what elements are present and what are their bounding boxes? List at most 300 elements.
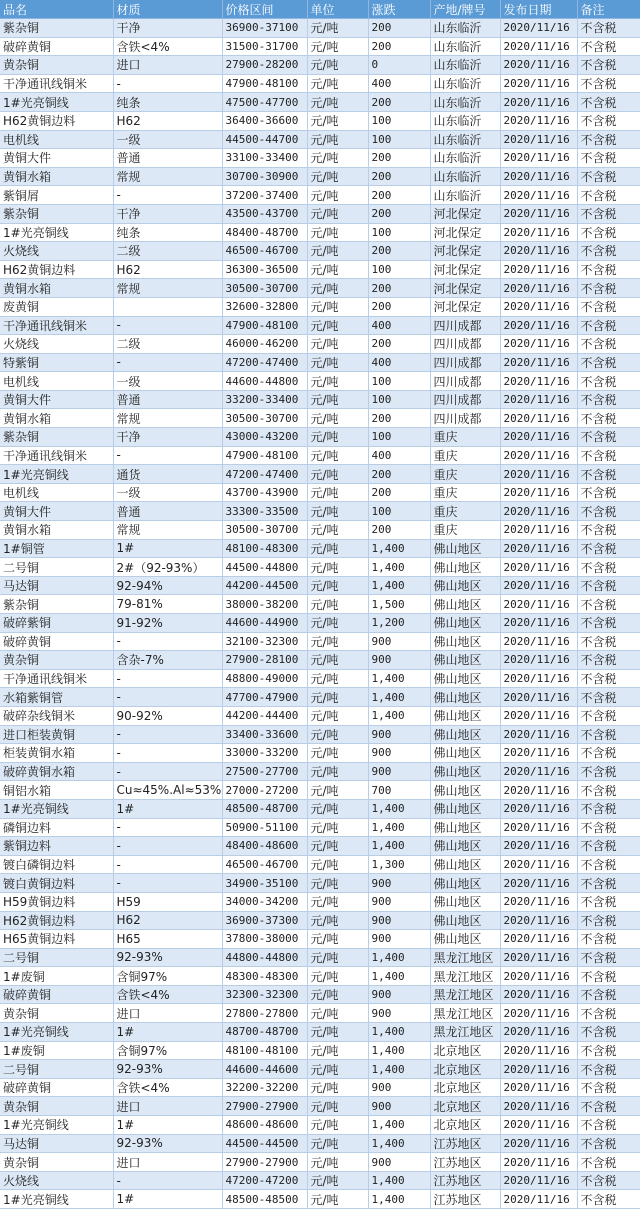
cell-material: - — [113, 855, 222, 874]
cell-note: 不含税 — [577, 409, 640, 428]
cell-material: 92-93% — [113, 1134, 222, 1153]
cell-unit: 元/吨 — [307, 744, 368, 763]
cell-note: 不含税 — [577, 632, 640, 651]
cell-origin: 山东临沂 — [430, 93, 500, 112]
cell-note: 不含税 — [577, 614, 640, 633]
cell-note: 不含税 — [577, 446, 640, 465]
cell-note: 不含税 — [577, 837, 640, 856]
cell-material: 进口 — [113, 56, 222, 75]
cell-price-range: 43000-43200 — [222, 428, 307, 447]
cell-publish-date: 2020/11/16 — [500, 521, 577, 540]
table-row — [0, 1041, 640, 1060]
table-row — [0, 706, 640, 725]
cell-change: 100 — [368, 260, 430, 279]
cell-unit: 元/吨 — [307, 56, 368, 75]
cell-note: 不含税 — [577, 1097, 640, 1116]
cell-publish-date: 2020/11/16 — [500, 465, 577, 484]
cell-note: 不含税 — [577, 335, 640, 354]
cell-publish-date: 2020/11/16 — [500, 632, 577, 651]
cell-change: 1,400 — [368, 558, 430, 577]
cell-publish-date: 2020/11/16 — [500, 37, 577, 56]
cell-material: - — [113, 74, 222, 93]
cell-change: 900 — [368, 1078, 430, 1097]
cell-origin: 重庆 — [430, 446, 500, 465]
cell-unit: 元/吨 — [307, 1023, 368, 1042]
cell-note: 不含税 — [577, 799, 640, 818]
table-row — [0, 130, 640, 149]
cell-change: 100 — [368, 428, 430, 447]
cell-change: 1,400 — [368, 1060, 430, 1079]
cell-material: - — [113, 818, 222, 837]
table-row — [0, 204, 640, 223]
cell-note: 不含税 — [577, 19, 640, 38]
cell-unit: 元/吨 — [307, 967, 368, 986]
cell-change: 1,400 — [368, 1023, 430, 1042]
cell-material: 干净 — [113, 19, 222, 38]
cell-note: 不含税 — [577, 74, 640, 93]
cell-price-range: 36300-36500 — [222, 260, 307, 279]
table-row — [0, 483, 640, 502]
cell-material: 常规 — [113, 521, 222, 540]
cell-origin: 山东临沂 — [430, 56, 500, 75]
cell-material: 常规 — [113, 409, 222, 428]
cell-product-name: 紫杂铜 — [0, 428, 113, 447]
cell-origin: 重庆 — [430, 521, 500, 540]
cell-publish-date: 2020/11/16 — [500, 967, 577, 986]
cell-price-range: 27900-28100 — [222, 651, 307, 670]
cell-change: 700 — [368, 781, 430, 800]
cell-change: 900 — [368, 1097, 430, 1116]
cell-publish-date: 2020/11/16 — [500, 595, 577, 614]
cell-product-name: 电机线 — [0, 130, 113, 149]
cell-price-range: 33400-33600 — [222, 725, 307, 744]
cell-publish-date: 2020/11/16 — [500, 1190, 577, 1209]
cell-unit: 元/吨 — [307, 818, 368, 837]
cell-price-range: 37200-37400 — [222, 186, 307, 205]
cell-unit: 元/吨 — [307, 632, 368, 651]
cell-origin: 河北保定 — [430, 279, 500, 298]
header-product-name: 品名 — [0, 0, 113, 19]
table-row — [0, 465, 640, 484]
cell-product-name: 马达铜 — [0, 576, 113, 595]
cell-product-name: H65黄铜边料 — [0, 930, 113, 949]
cell-publish-date: 2020/11/16 — [500, 1004, 577, 1023]
cell-change: 1,400 — [368, 799, 430, 818]
cell-material: H62 — [113, 911, 222, 930]
cell-unit: 元/吨 — [307, 762, 368, 781]
cell-publish-date: 2020/11/16 — [500, 316, 577, 335]
cell-change: 1,400 — [368, 1116, 430, 1135]
cell-publish-date: 2020/11/16 — [500, 1041, 577, 1060]
cell-unit: 元/吨 — [307, 446, 368, 465]
cell-origin: 佛山地区 — [430, 818, 500, 837]
cell-product-name: 干净通讯线铜米 — [0, 74, 113, 93]
cell-change: 1,400 — [368, 706, 430, 725]
cell-change: 1,400 — [368, 1171, 430, 1190]
cell-unit: 元/吨 — [307, 558, 368, 577]
cell-price-range: 36900-37300 — [222, 911, 307, 930]
table-row — [0, 316, 640, 335]
cell-material: 含铜97% — [113, 1041, 222, 1060]
cell-publish-date: 2020/11/16 — [500, 1060, 577, 1079]
cell-material: 1# — [113, 799, 222, 818]
cell-publish-date: 2020/11/16 — [500, 335, 577, 354]
cell-change: 200 — [368, 204, 430, 223]
cell-note: 不含税 — [577, 372, 640, 391]
cell-change: 400 — [368, 316, 430, 335]
cell-product-name: H62黄铜边料 — [0, 111, 113, 130]
cell-change: 1,400 — [368, 669, 430, 688]
cell-origin: 黑龙江地区 — [430, 967, 500, 986]
cell-change: 0 — [368, 56, 430, 75]
cell-product-name: 二号铜 — [0, 558, 113, 577]
table-row — [0, 167, 640, 186]
cell-price-range: 30500-30700 — [222, 521, 307, 540]
cell-price-range: 47500-47700 — [222, 93, 307, 112]
cell-material: 常规 — [113, 167, 222, 186]
cell-material: 79-81% — [113, 595, 222, 614]
cell-product-name: 磷铜边料 — [0, 818, 113, 837]
cell-unit: 元/吨 — [307, 74, 368, 93]
cell-material: 一级 — [113, 372, 222, 391]
cell-origin: 黑龙江地区 — [430, 1023, 500, 1042]
cell-material: 纯条 — [113, 223, 222, 242]
cell-publish-date: 2020/11/16 — [500, 111, 577, 130]
cell-material: 90-92% — [113, 706, 222, 725]
cell-note: 不含税 — [577, 1004, 640, 1023]
cell-material: 纯条 — [113, 93, 222, 112]
cell-price-range: 48100-48300 — [222, 539, 307, 558]
cell-note: 不含税 — [577, 911, 640, 930]
cell-product-name: H62黄铜边料 — [0, 911, 113, 930]
cell-change: 900 — [368, 911, 430, 930]
cell-price-range: 48100-48100 — [222, 1041, 307, 1060]
cell-note: 不含税 — [577, 948, 640, 967]
table-row — [0, 279, 640, 298]
cell-origin: 江苏地区 — [430, 1171, 500, 1190]
cell-price-range: 34000-34200 — [222, 892, 307, 911]
cell-note: 不含税 — [577, 1023, 640, 1042]
cell-publish-date: 2020/11/16 — [500, 669, 577, 688]
cell-change: 400 — [368, 446, 430, 465]
cell-price-range: 44600-44800 — [222, 372, 307, 391]
cell-publish-date: 2020/11/16 — [500, 186, 577, 205]
cell-change: 100 — [368, 130, 430, 149]
cell-publish-date: 2020/11/16 — [500, 1153, 577, 1172]
cell-origin: 黑龙江地区 — [430, 1004, 500, 1023]
cell-origin: 重庆 — [430, 502, 500, 521]
cell-product-name: 柜装黄铜水箱 — [0, 744, 113, 763]
table-row — [0, 19, 640, 38]
cell-material: 二级 — [113, 242, 222, 261]
cell-product-name: 黄铜水箱 — [0, 409, 113, 428]
cell-material: 含铜97% — [113, 967, 222, 986]
cell-publish-date: 2020/11/16 — [500, 1171, 577, 1190]
table-row — [0, 1097, 640, 1116]
cell-price-range: 31500-31700 — [222, 37, 307, 56]
header-price-range: 价格区间 — [222, 0, 307, 19]
cell-origin: 佛山地区 — [430, 595, 500, 614]
cell-product-name: 水箱紫铜管 — [0, 688, 113, 707]
cell-note: 不含税 — [577, 56, 640, 75]
cell-material: 一级 — [113, 483, 222, 502]
cell-origin: 佛山地区 — [430, 930, 500, 949]
cell-change: 1,400 — [368, 837, 430, 856]
cell-unit: 元/吨 — [307, 576, 368, 595]
cell-material: - — [113, 837, 222, 856]
cell-origin: 佛山地区 — [430, 911, 500, 930]
table-row — [0, 390, 640, 409]
table-row — [0, 242, 640, 261]
cell-change: 1,400 — [368, 539, 430, 558]
cell-unit: 元/吨 — [307, 725, 368, 744]
cell-origin: 山东临沂 — [430, 149, 500, 168]
cell-origin: 佛山地区 — [430, 651, 500, 670]
cell-publish-date: 2020/11/16 — [500, 892, 577, 911]
cell-origin: 佛山地区 — [430, 744, 500, 763]
cell-note: 不含税 — [577, 967, 640, 986]
cell-material: 含铁<4% — [113, 1078, 222, 1097]
header-origin: 产地/牌号 — [430, 0, 500, 19]
cell-price-range: 47900-48100 — [222, 446, 307, 465]
cell-material: 含杂-7% — [113, 651, 222, 670]
cell-product-name: 二号铜 — [0, 948, 113, 967]
table-row — [0, 1134, 640, 1153]
cell-product-name: 二号铜 — [0, 1060, 113, 1079]
cell-material: 普通 — [113, 502, 222, 521]
cell-price-range: 43500-43700 — [222, 204, 307, 223]
cell-change: 900 — [368, 651, 430, 670]
cell-price-range: 44600-44600 — [222, 1060, 307, 1079]
cell-change: 1,400 — [368, 1190, 430, 1209]
table-row — [0, 930, 640, 949]
cell-price-range: 47900-48100 — [222, 316, 307, 335]
cell-origin: 江苏地区 — [430, 1153, 500, 1172]
cell-unit: 元/吨 — [307, 706, 368, 725]
cell-product-name: 干净通讯线铜米 — [0, 316, 113, 335]
table-row — [0, 149, 640, 168]
cell-product-name: 破碎紫铜 — [0, 614, 113, 633]
cell-unit: 元/吨 — [307, 595, 368, 614]
cell-change: 200 — [368, 465, 430, 484]
cell-price-range: 30500-30700 — [222, 279, 307, 298]
table-row — [0, 539, 640, 558]
table-row — [0, 1153, 640, 1172]
cell-change: 400 — [368, 74, 430, 93]
table-row — [0, 799, 640, 818]
cell-product-name: 破碎黄铜 — [0, 37, 113, 56]
cell-publish-date: 2020/11/16 — [500, 279, 577, 298]
table-row — [0, 558, 640, 577]
cell-unit: 元/吨 — [307, 1097, 368, 1116]
cell-material: - — [113, 669, 222, 688]
cell-price-range: 46500-46700 — [222, 242, 307, 261]
cell-note: 不含税 — [577, 279, 640, 298]
cell-origin: 山东临沂 — [430, 167, 500, 186]
cell-material: 92-93% — [113, 948, 222, 967]
cell-note: 不含税 — [577, 781, 640, 800]
cell-origin: 佛山地区 — [430, 669, 500, 688]
cell-price-range: 44500-44700 — [222, 130, 307, 149]
cell-change: 1,400 — [368, 948, 430, 967]
cell-unit: 元/吨 — [307, 242, 368, 261]
cell-note: 不含税 — [577, 706, 640, 725]
cell-product-name: H62黄铜边料 — [0, 260, 113, 279]
table-row — [0, 1078, 640, 1097]
cell-material: 干净 — [113, 204, 222, 223]
cell-material: - — [113, 316, 222, 335]
cell-note: 不含税 — [577, 855, 640, 874]
cell-note: 不含税 — [577, 651, 640, 670]
cell-price-range: 44600-44900 — [222, 614, 307, 633]
cell-unit: 元/吨 — [307, 37, 368, 56]
cell-unit: 元/吨 — [307, 1116, 368, 1135]
cell-origin: 河北保定 — [430, 297, 500, 316]
cell-publish-date: 2020/11/16 — [500, 446, 577, 465]
cell-publish-date: 2020/11/16 — [500, 297, 577, 316]
cell-change: 200 — [368, 521, 430, 540]
table-row — [0, 111, 640, 130]
header-row — [0, 0, 640, 19]
cell-origin: 山东临沂 — [430, 111, 500, 130]
cell-product-name: 紫杂铜 — [0, 204, 113, 223]
cell-unit: 元/吨 — [307, 465, 368, 484]
cell-change: 100 — [368, 372, 430, 391]
cell-unit: 元/吨 — [307, 688, 368, 707]
cell-material: 常规 — [113, 279, 222, 298]
cell-publish-date: 2020/11/16 — [500, 744, 577, 763]
cell-unit: 元/吨 — [307, 1190, 368, 1209]
cell-note: 不含税 — [577, 818, 640, 837]
table-row — [0, 1171, 640, 1190]
cell-price-range: 33200-33400 — [222, 390, 307, 409]
cell-origin: 山东临沂 — [430, 186, 500, 205]
cell-material: Cu≈45%.Al≈53% — [113, 781, 222, 800]
cell-price-range: 30500-30700 — [222, 409, 307, 428]
cell-unit: 元/吨 — [307, 19, 368, 38]
cell-price-range: 27800-27800 — [222, 1004, 307, 1023]
cell-publish-date: 2020/11/16 — [500, 651, 577, 670]
cell-origin: 四川成都 — [430, 372, 500, 391]
cell-price-range: 50900-51100 — [222, 818, 307, 837]
cell-origin: 四川成都 — [430, 390, 500, 409]
cell-unit: 元/吨 — [307, 539, 368, 558]
cell-change: 200 — [368, 409, 430, 428]
cell-material: - — [113, 353, 222, 372]
table-row — [0, 297, 640, 316]
cell-unit: 元/吨 — [307, 669, 368, 688]
cell-product-name: 1#光亮铜线 — [0, 799, 113, 818]
cell-price-range: 48700-48700 — [222, 1023, 307, 1042]
cell-price-range: 27900-28200 — [222, 56, 307, 75]
cell-change: 900 — [368, 1153, 430, 1172]
cell-change: 1,200 — [368, 614, 430, 633]
cell-change: 100 — [368, 111, 430, 130]
cell-material: 普通 — [113, 149, 222, 168]
cell-change: 1,300 — [368, 855, 430, 874]
cell-origin: 黑龙江地区 — [430, 985, 500, 1004]
cell-material: 1# — [113, 1190, 222, 1209]
table-row — [0, 74, 640, 93]
header-change: 涨跌 — [368, 0, 430, 19]
cell-product-name: 废黄铜 — [0, 297, 113, 316]
cell-price-range: 48400-48600 — [222, 837, 307, 856]
cell-origin: 佛山地区 — [430, 781, 500, 800]
cell-price-range: 27900-27900 — [222, 1097, 307, 1116]
cell-origin: 四川成都 — [430, 409, 500, 428]
cell-note: 不含税 — [577, 353, 640, 372]
cell-change: 900 — [368, 632, 430, 651]
cell-price-range: 36900-37100 — [222, 19, 307, 38]
table-row — [0, 409, 640, 428]
cell-price-range: 32600-32800 — [222, 297, 307, 316]
cell-unit: 元/吨 — [307, 781, 368, 800]
cell-product-name: 火烧线 — [0, 242, 113, 261]
cell-unit: 元/吨 — [307, 1171, 368, 1190]
cell-publish-date: 2020/11/16 — [500, 204, 577, 223]
cell-note: 不含税 — [577, 1078, 640, 1097]
cell-product-name: 干净通讯线铜米 — [0, 669, 113, 688]
cell-change: 200 — [368, 167, 430, 186]
cell-unit: 元/吨 — [307, 204, 368, 223]
cell-publish-date: 2020/11/16 — [500, 409, 577, 428]
cell-origin: 重庆 — [430, 428, 500, 447]
cell-publish-date: 2020/11/16 — [500, 799, 577, 818]
cell-publish-date: 2020/11/16 — [500, 762, 577, 781]
cell-origin: 河北保定 — [430, 260, 500, 279]
cell-note: 不含税 — [577, 223, 640, 242]
cell-unit: 元/吨 — [307, 1078, 368, 1097]
cell-unit: 元/吨 — [307, 409, 368, 428]
cell-price-range: 47200-47400 — [222, 465, 307, 484]
cell-note: 不含税 — [577, 93, 640, 112]
cell-unit: 元/吨 — [307, 93, 368, 112]
cell-material: 进口 — [113, 1004, 222, 1023]
table-row — [0, 892, 640, 911]
cell-publish-date: 2020/11/16 — [500, 19, 577, 38]
cell-price-range: 32200-32200 — [222, 1078, 307, 1097]
cell-unit: 元/吨 — [307, 948, 368, 967]
cell-price-range: 37800-38000 — [222, 930, 307, 949]
cell-note: 不含税 — [577, 1134, 640, 1153]
cell-material: 92-93% — [113, 1060, 222, 1079]
cell-note: 不含税 — [577, 539, 640, 558]
cell-price-range: 48500-48700 — [222, 799, 307, 818]
cell-material: 1# — [113, 1116, 222, 1135]
cell-change: 100 — [368, 223, 430, 242]
cell-product-name: H59黄铜边料 — [0, 892, 113, 911]
cell-price-range: 48400-48700 — [222, 223, 307, 242]
cell-note: 不含税 — [577, 260, 640, 279]
cell-origin: 佛山地区 — [430, 762, 500, 781]
table-row — [0, 669, 640, 688]
cell-publish-date: 2020/11/16 — [500, 837, 577, 856]
table-row — [0, 446, 640, 465]
cell-change: 200 — [368, 93, 430, 112]
cell-origin: 佛山地区 — [430, 892, 500, 911]
cell-product-name: 黄杂铜 — [0, 56, 113, 75]
cell-product-name: 1#光亮铜线 — [0, 223, 113, 242]
cell-price-range: 33300-33500 — [222, 502, 307, 521]
cell-origin: 佛山地区 — [430, 855, 500, 874]
cell-material: H59 — [113, 892, 222, 911]
cell-origin: 佛山地区 — [430, 874, 500, 893]
cell-material: H65 — [113, 930, 222, 949]
cell-price-range: 47900-48100 — [222, 74, 307, 93]
cell-product-name: 黄铜水箱 — [0, 279, 113, 298]
cell-product-name: 黄铜大件 — [0, 149, 113, 168]
cell-product-name: 镀白磷铜边料 — [0, 855, 113, 874]
